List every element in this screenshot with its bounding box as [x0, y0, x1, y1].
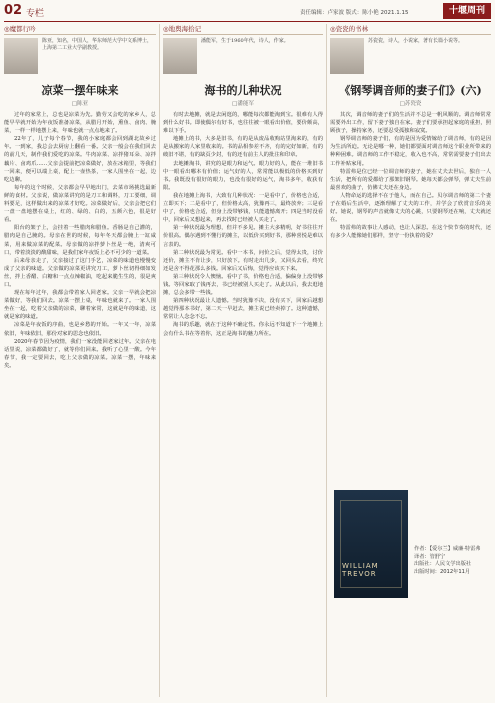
page-header: [0, 0, 495, 22]
paragraph: 后来母亲走了，父亲接过了这门手艺，凉菜的味道也慢慢变成了父亲的味道。父亲做的凉菜更讲究刀工，萝卜丝切得细如发丝，拌上香醋、白糖和一点点辣椒油，吃起来脆生生的，很是爽口。: [4, 257, 156, 288]
paragraph: 第一种状况最为理想，但并不多见。摊主大多精明，好书往往开价很高。偶尔遇到不懂行的摊主，以低价买到好书，那种喜悦是难以言表的。: [163, 225, 323, 248]
paragraph: 22年了，儿子每个春节，我的小家庭都会回到湖北故乡过年。一到家，我总会去厨房上翻看一番。父亲一般会在我们回去的前几天，制作我们爱吃的凉菜。牛肉凉菜、凉拌猪耳朵、凉拌藕片、卤鸡爪……父亲会提前把凉菜做好，放在冰箱里，等我们一回来，便可以端上桌，配上一壶热茶，一家人围坐在一起，边吃边聊。: [4, 136, 156, 183]
article-body: [330, 111, 491, 241]
column-divider: [326, 24, 327, 697]
paragraph: 凉菜是年夜饭的序曲，也是乡愁的开始。一年又一年，凉菜依旧，年味依旧，那份对家的思念也依旧。: [4, 322, 156, 337]
author-photo: [4, 38, 38, 74]
paragraph: 每年的这个时候，父亲都会早早地出门，去菜市场挑选最新鲜的食材。父亲说，做凉菜讲究的是刀工和调料，刀工要细，调料要足，这样做出来的凉菜才好吃。凉菜做好后，父亲会把它们一盘一盘地摆在桌上，红的、绿的、白的，五颜六色，很是好看。: [4, 184, 156, 224]
paper-name-badge: 十堰周刊: [443, 3, 491, 19]
paragraph: 我在地摊上淘书，大致有几种状况：一是看中了，价格也合适，立即买下；二是看中了，但价格太高，犹豫再三，最终放弃；三是看中了，价格也合适，但身上没带够钱，只能遗憾离开；四是当时没看中，回家后又想起来，再去找时已经被人买走了。: [163, 192, 323, 224]
paragraph: 阳台的架子上，会挂着一些腊肉和腊鱼。香肠是自己灌的，腊肉是自己腌的。母亲在世的时候，每年冬天都会腌上一缸咸菜，用来做凉菜的配菜。母亲做的凉拌萝卜丝是一绝，清爽可口，带着淡淡的酸甜味，是我们家年夜饭上必不可少的一道菜。: [4, 225, 156, 256]
column-3: [330, 24, 491, 464]
article-title: 《钢琴调音师的妻子们》(六): [339, 84, 482, 97]
column-name: ◎魔都行吟: [4, 24, 156, 35]
author-box: [163, 38, 323, 76]
article-byline: □潘能军: [232, 101, 254, 107]
article-byline: □陈亚: [71, 101, 89, 107]
paragraph: 现在每年过年，我都会带着家人回老家。父亲一早就会把凉菜做好，等我们回去。凉菜一摆上桌，年味也就来了。一家人围坐在一起，吃着父亲做的凉菜，聊着家常，这就是年的味道，这就是家的味道。: [4, 290, 156, 321]
article-title: 凉菜一摆年味来: [41, 84, 119, 97]
article-body: [163, 111, 323, 338]
cover-title: WILLIAM TREVOR: [342, 562, 379, 578]
author-bio: 陈亚，知名，中国人，华东师范大学中文系博士，上海第二工业大学副教授。: [42, 38, 153, 51]
column-name: ◎瓷瓷的书林: [330, 24, 491, 35]
book-info-box: [330, 466, 491, 696]
paragraph: 钢琴调音师的妻子们，有的是因为爱情嫁给了调音师，有的是因为生活所迫。无论是哪一种，她们都要面对调音师这个职业所带来的种种困难。调音师的工作不稳定，收入也不高，常常需要妻子们出去工作补贴家用。: [330, 136, 491, 167]
author-box: [330, 38, 491, 76]
book-details: 作者：【爱尔兰】威廉·特雷弗 译者：管舒宁 出版社：人民文学出版社 出版时间：2012年11月: [414, 546, 481, 575]
author-photo: [330, 38, 364, 74]
article-body: [4, 111, 156, 370]
editor-meta: 责任编辑：卢家波 版式：陈小艳 2021.1.15: [300, 10, 409, 16]
author-box: [4, 38, 156, 76]
column-divider: [159, 24, 160, 697]
article-title: 海书的儿种状况: [204, 84, 282, 97]
paragraph: 第四种状况最让人遗憾。当时犹豫不决，没有买下，回家后越想越觉得那本书好，第二天一早赶去，摊主说已经卖掉了。这种遗憾，常常让人念念不忘。: [163, 298, 323, 321]
paragraph: 地摊上的书，大多是旧书，有的是从废品收购站里淘来的，有的是从搬家的人家里收来的。书的品相参差不齐，有的完好如新，有的破旧不堪，有的缺页少封，有的还有前主人的批注和印章。: [163, 136, 323, 159]
header-rule: [4, 21, 491, 22]
book-cover-image: [334, 490, 408, 598]
paragraph: 特雷弗的故事让人感动，也让人深思。在这个快节奏的时代，还有多少人能像她们那样，坚守一份执着的爱？: [330, 225, 491, 240]
paragraph: 过年的家常上，总也是凉菜为先。勤劳又会吃的家乡人，总能早早就开始为年夜饭准备凉菜，从腊月开始，熏鱼、卤肉、腌菜，一样一样地摆上来，年味也就一点点地来了。: [4, 112, 156, 135]
column-2: [163, 24, 323, 697]
author-bio: 苏瓷瓷，诗人，小说家，著有长篇小说等。: [368, 38, 464, 44]
section-name: 专栏: [26, 9, 45, 19]
column-1: [4, 24, 156, 697]
paragraph: 第三种状况令人懊恼。看中了书，价格也合适，偏偏身上没带够钱。等回家取了钱再去，书已经被别人买走了。从此以后，我去逛地摊，总会多带一些钱。: [163, 273, 323, 297]
paragraph: 有时去地摊，就是去闲逛的，哪能每次都能淘到宝。很难有人得到什么好书。即使偶尔有好书，也往往被一眼看出价值，要价颇高，难以下手。: [163, 112, 323, 135]
paragraph: 淘书的乐趣，就在于这种不确定性。你永远不知道下一个地摊上会有什么书在等着你，这正是淘书的魅力所在。: [163, 322, 323, 337]
article-byline: □苏瓷瓷: [399, 101, 422, 107]
paragraph: 去地摊淘书，讲究的是眼力和运气。眼力好的人，能在一堆旧书中一眼看出哪本有价值；运气好的人，常常能以极低的价格买到好书。我既没有很好的眼力，也没有很好的运气，淘书多年，收获有限。: [163, 160, 323, 191]
column-name: ◎地舆海拾记: [163, 24, 323, 35]
paragraph: 2020年春节因为疫情，我们一家没能回老家过年。父亲在电话里说，凉菜都做好了，就等你们回来。我听了心里一酸。今年春节，我一定要回去，吃上父亲做的凉菜。凉菜一摆，年味来矣。: [4, 338, 156, 369]
author-bio: 潘能军，生于1960年代，诗人，作家。: [201, 38, 289, 44]
paragraph: 特雷弗是位已经一位调音师的妻子，她在丈夫去世后，独自一人生活，把所有的爱都给了那架旧钢琴。她每天都会弹琴，弹丈夫生前最喜欢的曲子，仿佛丈夫还在身边。: [330, 168, 491, 191]
author-photo: [163, 38, 197, 74]
paragraph: 人物命运的选择不在于他人，而在自己。贝尔调音师的第二个妻子在婚后生活中，逐渐理解了丈夫的工作，并学会了欣赏音乐的美好。她说，钢琴的声音就像丈夫的心跳，只要钢琴还在响，丈夫就还在。: [330, 192, 491, 224]
page-number: 02: [4, 3, 23, 18]
paragraph: 第二种状况最为常见。看中一本书，问价之后，觉得太贵，讨价还价，摊主不肯让步，只好放下。有时走出几步，又回头去看，终究还是舍不得花那么多钱。回家后又后悔，觉得应该买下来。: [163, 249, 323, 272]
paragraph: 其次，调音师的妻子们的生活并不总是一帆风顺的。调音师常常需要外出工作，留下妻子独自在家。妻子们要承担起家庭的重担，照顾孩子，操持家务，还要忍受孤独和寂寞。: [330, 112, 491, 135]
